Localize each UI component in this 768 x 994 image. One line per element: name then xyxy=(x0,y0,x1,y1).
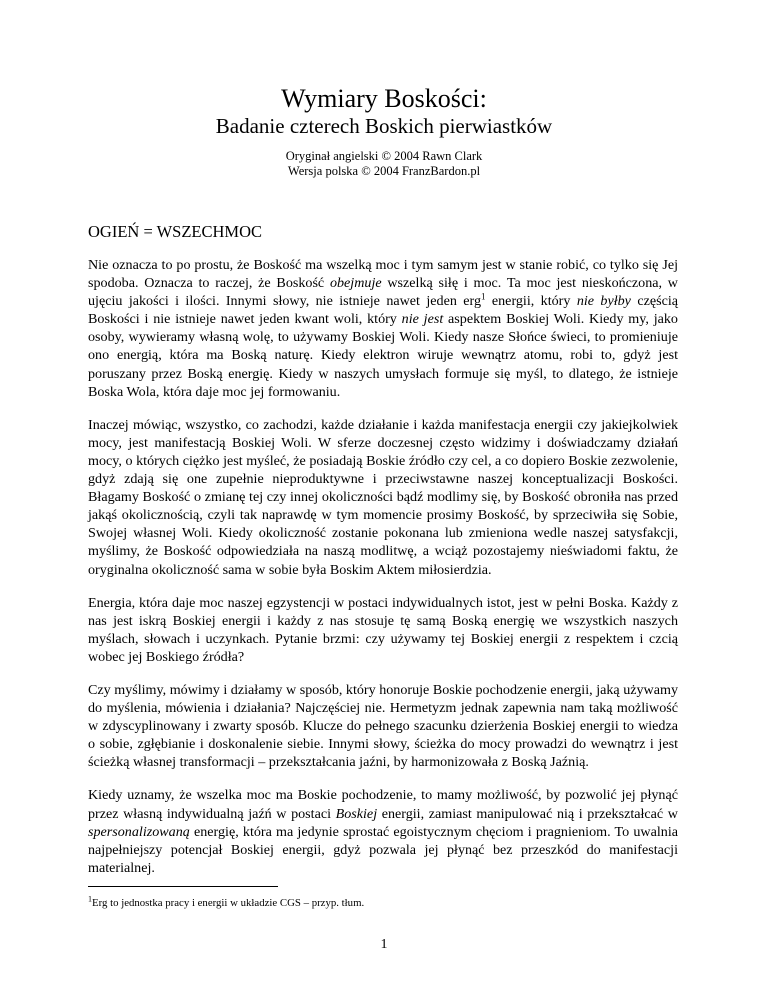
footnote-text: Erg to jednostka pracy i energii w układzie CGS – przyp. tłum. xyxy=(92,897,365,909)
footnote-marker: 1 xyxy=(88,894,92,904)
credit-translation: Wersja polska © 2004 FranzBardon.pl xyxy=(287,164,481,178)
paragraph-3: Energia, która daje moc naszej egzystencji w postaci indywidualnych istot, jest w pełni Boska. Każdy z nas jest iskrą Boskiej energii i każdy z nas stosuje tę samą Boską energię we wszystkich naszych myślach, słowach i uczynkach. Pytanie brzmi: czy używamy tej Boskiej energii z respektem i czcią wobec jej Boskiego źródła? xyxy=(88,594,678,665)
emphasis: spersonalizowaną xyxy=(88,823,190,840)
footnote xyxy=(88,896,364,910)
footnote-divider xyxy=(88,886,278,887)
emphasis: nie jest xyxy=(401,311,444,328)
paragraph-2: Inaczej mówiąc, wszystko, co zachodzi, każde działanie i każda manifestacja energii czy jakiejkolwiek mocy, jest manifestacją Boskiej Woli. W sferze doczesnej często widzimy i doświadczamy działań mocy, o których ciężko jest myśleć, że posiadają Boskie źródło czy cel, a co dopiero Boskie zezwolenie, gdyż zdają się one zupełnie nieproduktywne i przeciwstawne naszej konceptualizacji Boskości. Błagamy Boskość o zmianę tej czy innej okoliczności bądź modlimy się, by Boskość obroniła nas przed jakąś okolicznością, czyli tak naprawdę w tym momencie prosimy Boskość, by sprzeciwiła się Sobie, Swojej własnej Woli. Kiedy okoliczność zostanie pokonana lub zmieniona wedle naszej satysfakcji, myślimy, że Boskość odpowiedziała na naszą modlitwę, a wciąż pozostajemy nieświadomi faktu, że oryginalna okoliczność sama w sobie była Boskim Aktem miłosierdzia. xyxy=(88,416,678,578)
credits xyxy=(0,149,768,179)
paragraph-1: Nie oznacza to po prostu, że Boskość ma wszelką moc i tym samym jest w stanie robić, co tylko się Jej spodoba. Oznacza to raczej, że Boskość obejmuje wszelką siłę i moc. Ta moc jest nieskończona, w ujęciu jakości i ilości. Innymi słowy, nie istnieje nawet jeden erg$^1$ energii, który nie byłby częścią Boskości i nie istnieje nawet jeden kwant woli, który nie jest aspektem Boskiej Woli. Kiedy my, jako osoby, wywieramy własną wolę, to używamy Boskiej Woli. Kiedy nasze Słońce świeci, to promieniuje ono energią, która ma Boską naturę. Kiedy elektron wiruje wewnątrz atomu, robi to, gdyż jest poruszany przez Boską energię. Kiedy w naszych umysłach formuje się myśl, to dlatego, że istnieje Boska Wola, która daje moc jej formowaniu. xyxy=(88,257,678,400)
document-subtitle: Badanie czterech Boskich pierwiastków xyxy=(215,114,553,138)
section-heading: OGIEŃ = WSZECHMOC xyxy=(88,222,262,241)
emphasis: obejmuje xyxy=(329,275,382,292)
emphasis: nie byłby xyxy=(576,293,631,310)
paragraph-4: Czy myślimy, mówimy i działamy w sposób, który honoruje Boskie pochodzenie energii, jaką używamy do myślenia, mówienia i działania? Najczęściej nie. Hermetyzm jednak zapewnia nam taką możliwość w zdyscyplinowany i zwarty sposób. Klucze do pełnego szacunku dzierżenia Boskiej energii to wiedza o sobie, zgłębianie i doskonalenie siebie. Innymi słowy, ścieżka do mocy prowadzi do wewnątrz i jest ścieżką własnej transformacji – przekształcania jaźni, by harmonizowała z Boską Jaźnią. xyxy=(88,681,678,771)
paragraph-5: Kiedy uznamy, że wszelka moc ma Boskie pochodzenie, to mamy możliwość, by pozwolić jej płynąć przez własną indywidualną jaźń w postaci Boskiej energii, zamiast manipulować nią i przekształcać w spersonalizowaną energię, która ma jedynie sprostać egoistycznym chęciom i pragnieniom. To uwalnia najpełniejszy potencjał Boskiej energii, gdyż pozwala jej płynąć bez przeszkód do manifestacji materialnej. xyxy=(88,787,678,876)
page-number: 1 xyxy=(380,937,388,952)
credit-original: Oryginał angielski © 2004 Rawn Clark xyxy=(285,149,483,163)
document-title: Wymiary Boskości: xyxy=(281,84,487,113)
body-text xyxy=(88,256,678,892)
footnote-reference: 1 xyxy=(481,291,486,302)
emphasis: Boskiej xyxy=(335,805,378,822)
